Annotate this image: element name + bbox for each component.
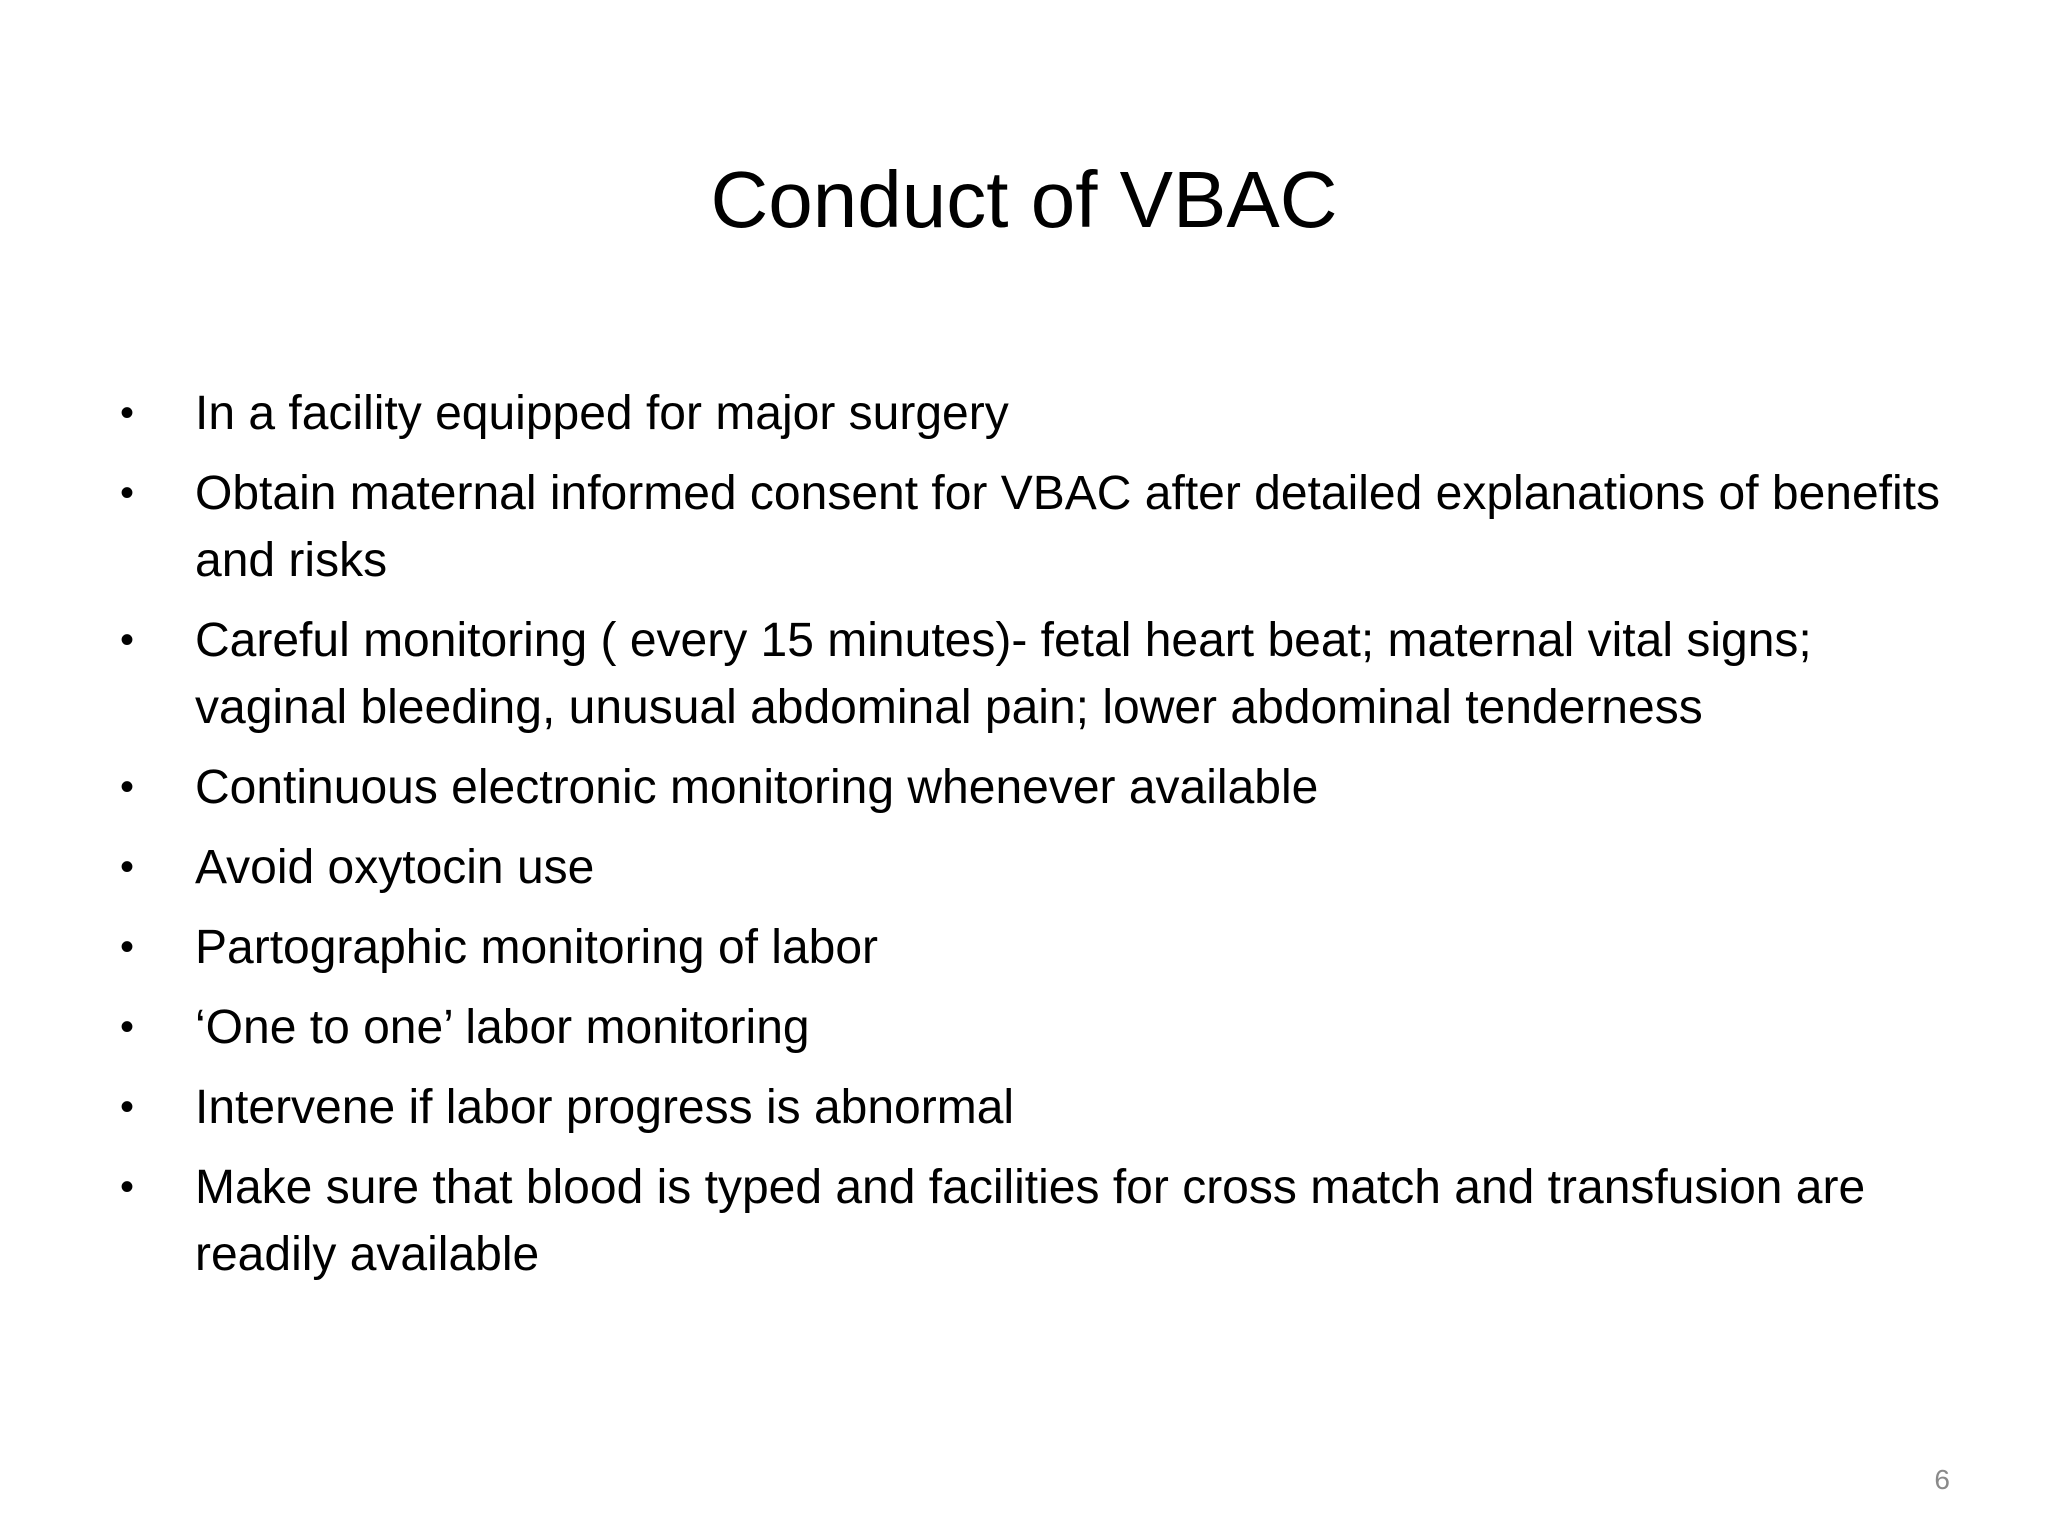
bullet-text: Avoid oxytocin use <box>195 841 595 894</box>
bullet-text: Make sure that blood is typed and facilities for cross match and transfusion are readily available <box>195 1161 1866 1281</box>
bullet-text: Obtain maternal informed consent for VBAC after detailed explanations of benefits and risks <box>195 467 1940 587</box>
bullet-item <box>120 994 1960 1061</box>
bullet-item <box>120 460 1960 594</box>
bullet-marker: • <box>120 765 135 809</box>
bullet-item <box>120 914 1960 981</box>
slide-title: Conduct of VBAC <box>710 155 1338 244</box>
bullet-text: In a facility equipped for major surgery <box>195 387 1009 440</box>
bullet-marker: • <box>120 471 135 515</box>
bullet-item <box>120 1154 1960 1288</box>
page-number: 6 <box>1934 1464 1950 1495</box>
bullet-item <box>120 754 1960 821</box>
bullet-marker: • <box>120 1005 135 1049</box>
bullet-item <box>120 834 1960 901</box>
bullet-marker: • <box>120 391 135 435</box>
bullet-text: Continuous electronic monitoring whenever available <box>195 761 1319 814</box>
bullet-text: Partographic monitoring of labor <box>195 921 879 974</box>
bullet-text: Careful monitoring ( every 15 minutes)- fetal heart beat; maternal vital signs; vaginal bleeding, unusual abdominal pain; lower abdominal tenderness <box>195 614 1812 734</box>
bullet-marker: • <box>120 925 135 969</box>
bullet-item <box>120 380 1960 447</box>
bullet-item <box>120 1074 1960 1141</box>
bullet-text: Intervene if labor progress is abnormal <box>195 1081 1015 1134</box>
bullet-list <box>120 380 1960 1301</box>
bullet-item <box>120 607 1960 741</box>
bullet-text: ‘One to one’ labor monitoring <box>195 1001 810 1054</box>
bullet-marker: • <box>120 1165 135 1209</box>
bullet-marker: • <box>120 618 135 662</box>
bullet-marker: • <box>120 1085 135 1129</box>
bullet-marker: • <box>120 845 135 889</box>
